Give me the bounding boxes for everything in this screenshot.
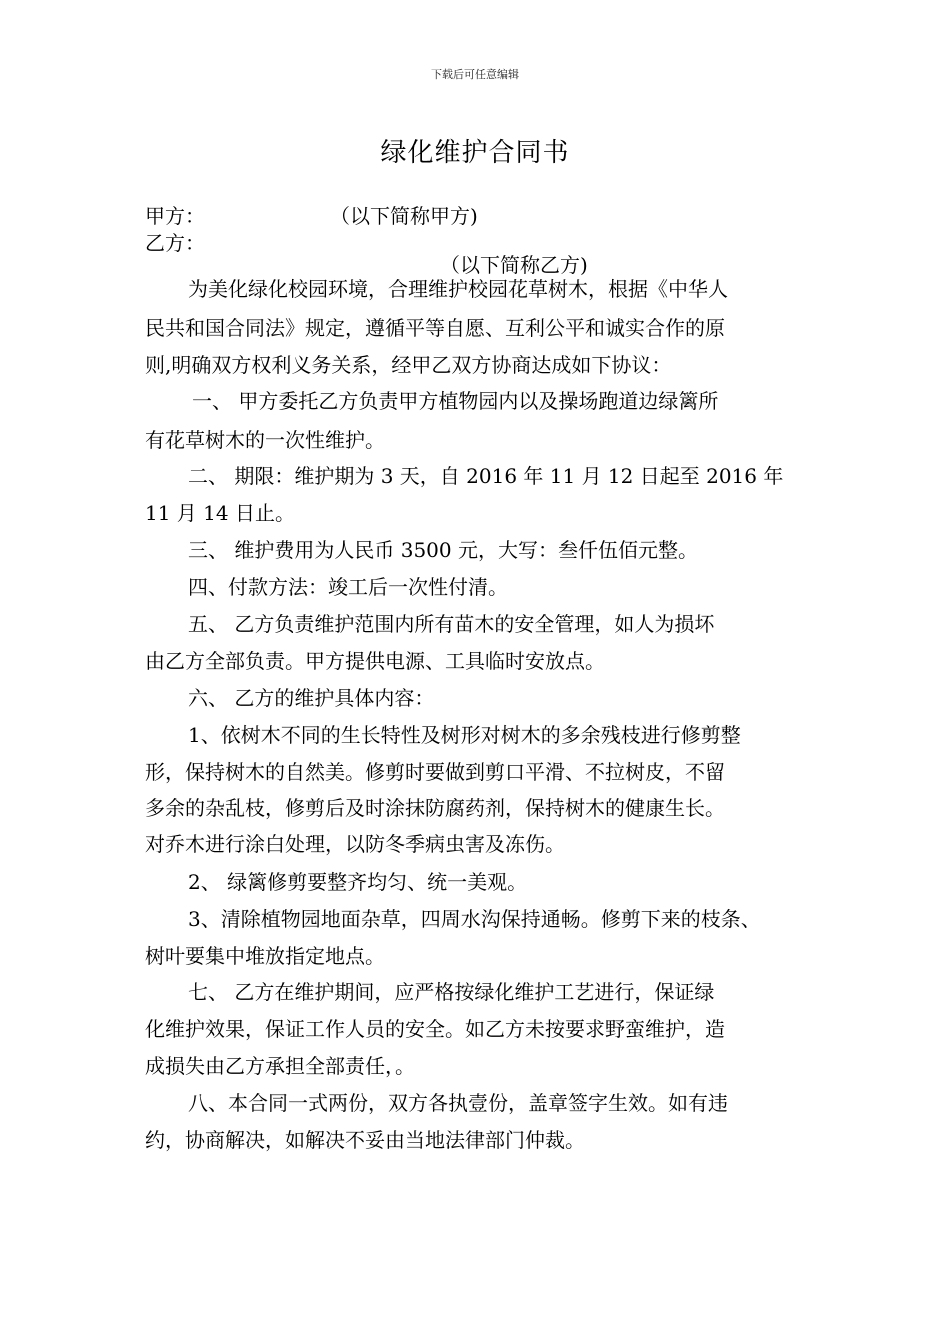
- clause-2-line: 二、 期限：维护期为 3 天，自 2016 年 11 月 12 日起至 2016 年: [188, 464, 784, 488]
- clause-8-line: 八、本合同一式两份，双方各执壹份，盖章签字生效。如有违: [188, 1091, 728, 1115]
- preamble-line: 民共和国合同法》规定，遵循平等自愿、互利公平和诚实合作的原: [145, 316, 725, 340]
- clause-7-line: 七、 乙方在维护期间，应严格按绿化维护工艺进行，保证绿: [188, 980, 715, 1004]
- clause-6-item-3-line: 3、清除植物园地面杂草，四周水沟保持通畅。修剪下来的枝条、: [188, 907, 761, 931]
- party-a-label: 甲方：: [145, 204, 205, 228]
- clause-5-line: 五、 乙方负责维护范围内所有苗木的安全管理，如人为损坏: [188, 612, 715, 636]
- clause-6-item-1-line: 形，保持树木的自然美。修剪时要做到剪口平滑、不拉树皮，不留: [145, 760, 725, 784]
- clause-7-line: 化维护效果，保证工作人员的安全。如乙方未按要求野蛮维护，造: [145, 1017, 725, 1041]
- header-note: 下载后可任意编辑: [431, 68, 519, 81]
- preamble-line: 为美化绿化校园环境，合理维护校园花草树木，根据《中华人: [188, 277, 728, 301]
- preamble-line: 则,明确双方权利义务关系，经甲乙双方协商达成如下协议：: [145, 353, 672, 377]
- clause-8-line: 约，协商解决，如解决不妥由当地法律部门仲裁。: [145, 1128, 585, 1152]
- clause-7-line: 成损失由乙方承担全部责任，。: [145, 1054, 415, 1078]
- clause-2-line: 11 月 14 日止。: [145, 501, 295, 525]
- clause-6-heading: 六、 乙方的维护具体内容：: [188, 686, 435, 710]
- clause-5-line: 由乙方全部负责。甲方提供电源、工具临时安放点。: [145, 649, 605, 673]
- clause-6-item-1-line: 多余的杂乱枝，修剪后及时涂抹防腐药剂，保持树木的健康生长。: [145, 796, 725, 820]
- clause-4: 四、付款方法：竣工后一次性付清。: [188, 575, 508, 599]
- clause-1-line: 一、 甲方委托乙方负责甲方植物园内以及操场跑道边绿篱所: [192, 389, 719, 413]
- party-b-alias: （以下简称乙方): [440, 253, 588, 277]
- party-b-label: 乙方：: [145, 231, 205, 255]
- clause-6-item-1-line: 1、依树木不同的生长特性及树形对树木的多余残枝进行修剪整: [188, 723, 741, 747]
- clause-3: 三、 维护费用为人民币 3500 元，大写：叁仟伍佰元整。: [188, 538, 698, 562]
- clause-6-item-3-line: 树叶要集中堆放指定地点。: [145, 944, 385, 968]
- clause-6-item-2: 2、 绿篱修剪要整齐均匀、统一美观。: [188, 870, 528, 894]
- clause-6-item-1-line: 对乔木进行涂白处理，以防冬季病虫害及冻伤。: [145, 832, 565, 856]
- clause-1-line: 有花草树木的一次性维护。: [145, 428, 385, 452]
- party-a-alias: （以下简称甲方): [330, 204, 478, 228]
- document-title: 绿化维护合同书: [380, 138, 570, 168]
